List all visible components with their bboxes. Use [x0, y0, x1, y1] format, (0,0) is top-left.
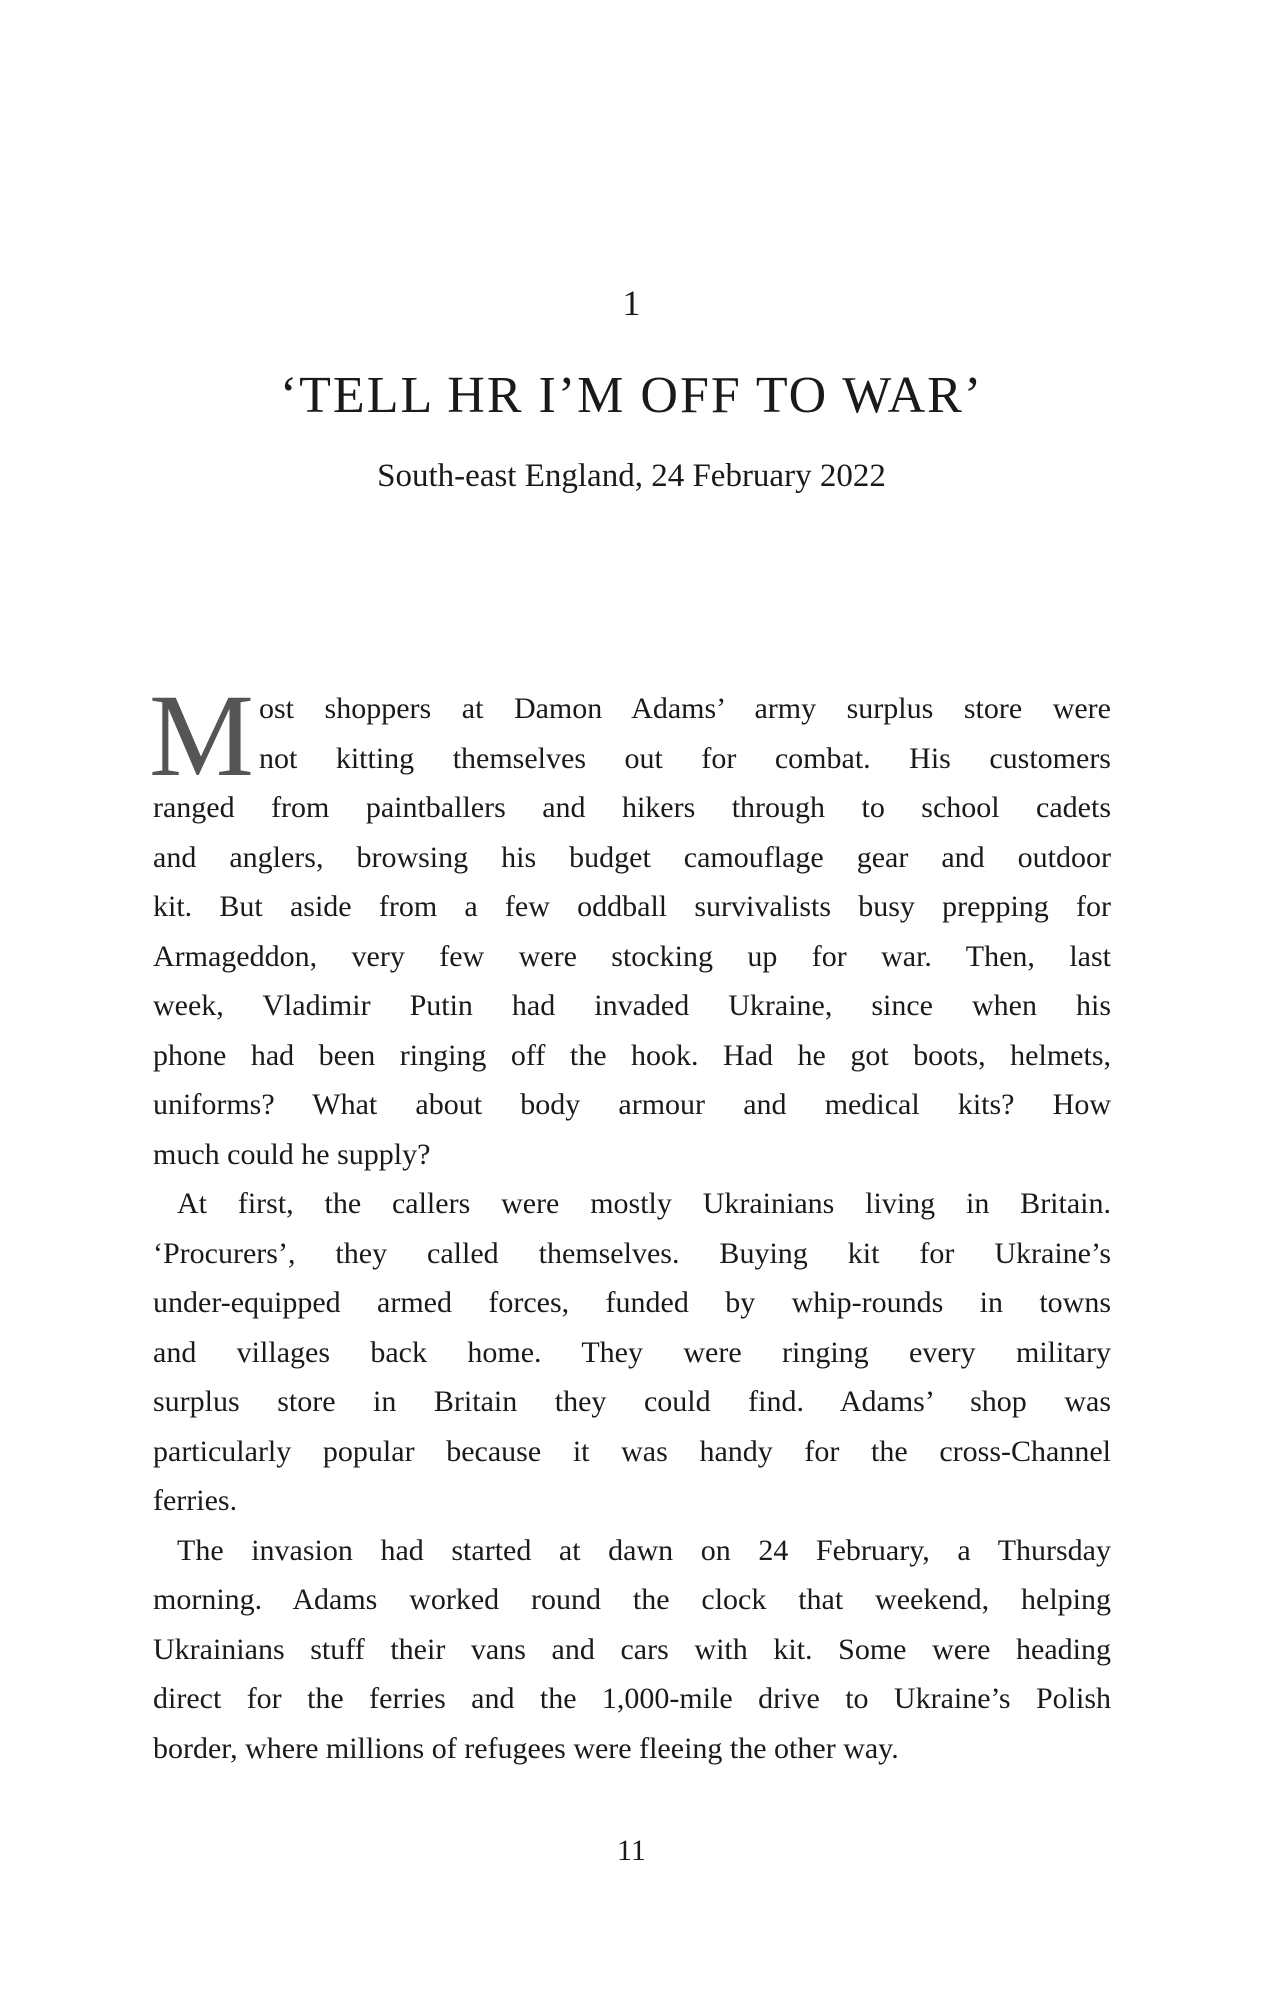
page-number: 11: [617, 1834, 646, 1867]
text-line: particularly popular because it was handy for the cross-Channel: [153, 1434, 1111, 1468]
text-line: ranged from paintballers and hikers through to school cadets: [153, 791, 1111, 824]
text-line: and anglers, browsing his budget camouflage gear and outdoor: [153, 840, 1111, 874]
drop-cap: M: [149, 670, 254, 801]
text-line: border, where millions of refugees were fleeing the other way.: [153, 1731, 899, 1765]
text-line: ferries.: [153, 1484, 238, 1517]
text-line: morning. Adams worked round the clock that weekend, helping: [153, 1583, 1111, 1616]
text-line: kit. But aside from a few oddball survivalists busy prepping for: [153, 890, 1111, 923]
body-text: [149, 670, 1111, 1773]
text-line: phone had been ringing off the hook. Had he got boots, helmets,: [153, 1038, 1111, 1072]
text-line: and villages back home. They were ringing every military: [153, 1335, 1111, 1369]
text-line: uniforms? What about body armour and medical kits? How: [153, 1088, 1111, 1121]
text-line: ‘Procurers’, they called themselves. Buying kit for Ukraine’s: [153, 1236, 1111, 1270]
chapter-number: 1: [622, 283, 641, 323]
text-line: Ukrainians stuff their vans and cars with kit. Some were heading: [153, 1632, 1111, 1666]
text-line: The invasion had started at dawn on 24 February, a Thursday: [177, 1533, 1111, 1567]
text-line: direct for the ferries and the 1,000-mile drive to Ukraine’s Polish: [153, 1682, 1111, 1715]
text-line: Armageddon, very few were stocking up for war. Then, last: [153, 939, 1111, 973]
text-line: much could he supply?: [153, 1137, 431, 1171]
text-line: week, Vladimir Putin had invaded Ukraine, since when his: [153, 989, 1111, 1022]
text-line: ost shoppers at Damon Adams’ army surplus store were: [259, 692, 1111, 725]
text-line: under-equipped armed forces, funded by whip-rounds in towns: [153, 1286, 1111, 1319]
text-line: At first, the callers were mostly Ukrainians living in Britain.: [177, 1187, 1111, 1220]
text-line: not kitting themselves out for combat. His customers: [259, 741, 1111, 775]
chapter-title: ‘TELL HR I’M OFF TO WAR’: [279, 367, 984, 424]
chapter-subtitle: South-east England, 24 February 2022: [377, 458, 886, 494]
text-line: surplus store in Britain they could find. Adams’ shop was: [153, 1385, 1111, 1418]
